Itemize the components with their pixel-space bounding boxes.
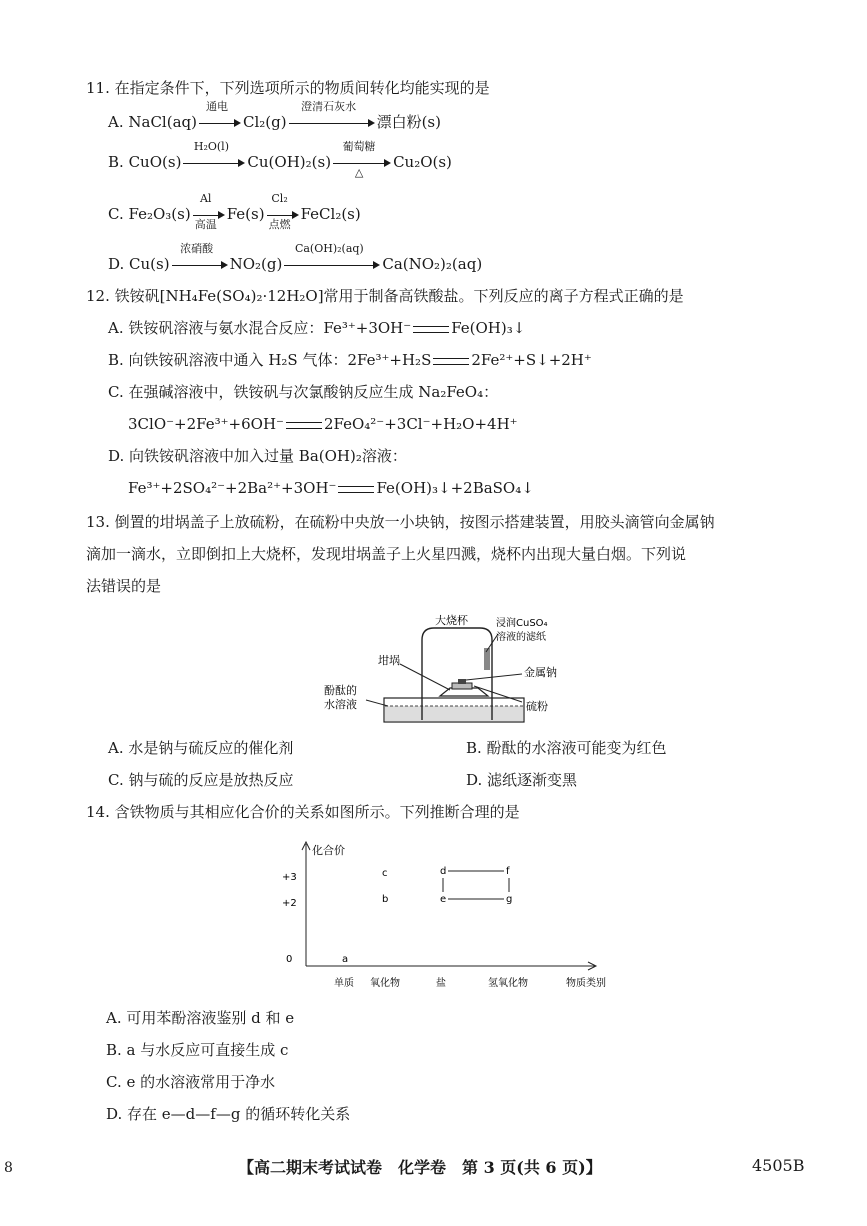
point-c: c	[382, 868, 388, 879]
x-cat-element: 单质	[334, 978, 354, 989]
q11-option-d: D. Cu(s) 浓硝酸 NO₂(g) Ca(OH)₂(aq) Ca(NO₂)₂(aq)	[108, 242, 483, 273]
solution	[385, 706, 523, 721]
q13-stem-line1: 13. 倒置的坩埚盖子上放硫粉，在硫粉中央放一小块钠，按图示搭建装置，用胶头滴管向金属钠	[86, 513, 715, 531]
equals-sign	[338, 486, 374, 493]
label-crucible: 坩埚	[378, 654, 400, 667]
equals-sign	[286, 422, 322, 429]
equals-sign	[413, 326, 449, 333]
reaction-arrow: 葡萄糖 △	[333, 153, 391, 173]
y-axis-label: 化合价	[312, 844, 345, 857]
q14-option-a: A. 可用苯酚溶液鉴别 d 和 e	[106, 1009, 295, 1027]
reaction-arrow: 通电	[199, 113, 241, 133]
q13-stem-line2: 滴加一滴水，立即倒扣上大烧杯，发现坩埚盖子上火星四溅，烧杯内出现大量白烟。下列说	[86, 545, 687, 563]
q11-option-a: A. NaCl(aq) 通电 Cl₂(g) 澄清石灰水 漂白粉(s)	[108, 100, 441, 131]
point-f: f	[506, 866, 510, 877]
q12-option-c-equation: 3ClO⁻+2Fe³⁺+6OH⁻ 2FeO₄²⁻+3Cl⁻+H₂O+4H⁺	[128, 415, 518, 433]
x-axis-label: 物质类别	[566, 978, 606, 989]
reaction-arrow: 澄清石灰水	[289, 113, 375, 133]
q12-option-a: A. 铁铵矾溶液与氨水混合反应：Fe³⁺+3OH⁻ Fe(OH)₃↓	[108, 319, 526, 337]
reaction-arrow: Al 高温	[193, 205, 225, 225]
q12-option-b: B. 向铁铵矾溶液中通入 H₂S 气体：2Fe³⁺+H₂S 2Fe²⁺+S↓+2H⁺	[108, 351, 592, 369]
valence-chart	[276, 836, 626, 998]
equals-sign	[433, 358, 469, 365]
reaction-arrow: Ca(OH)₂(aq)	[284, 255, 380, 275]
apparatus-figure	[300, 612, 580, 734]
point-e: e	[440, 894, 447, 905]
label-phenol: 酚酞的	[324, 684, 357, 697]
x-cat-oxide: 氧化物	[370, 978, 400, 989]
page-edge-mark: 8	[4, 1160, 13, 1176]
label-paper: 浸润CuSO₄	[496, 618, 548, 629]
label-beaker: 大烧杯	[435, 614, 468, 627]
point-a: a	[342, 954, 349, 965]
reaction-arrow: Cl₂ 点燃	[267, 205, 299, 225]
q12-stem: 12. 铁铵矾[NH₄Fe(SO₄)₂·12H₂O]常用于制备高铁酸盐。下列反应的离子方程式正确的是	[86, 287, 684, 305]
point-b: b	[382, 894, 389, 905]
q13-option-a: A. 水是钠与硫反应的催化剂	[108, 739, 294, 757]
q13-option-b: B. 酚酞的水溶液可能变为红色	[466, 739, 667, 757]
q12-option-c: C. 在强碱溶液中，铁铵矾与次氯酸钠反应生成 Na₂FeO₄：	[108, 383, 499, 401]
q11-stem: 11. 在指定条件下，下列选项所示的物质间转化均能实现的是	[86, 79, 490, 97]
y-tick-plus2: +2	[282, 898, 297, 909]
label-sodium: 金属钠	[524, 666, 557, 679]
reaction-arrow: H₂O(l)	[183, 153, 245, 173]
exam-code: 4505B	[752, 1156, 805, 1175]
q14-stem: 14. 含铁物质与其相应化合价的关系如图所示。下列推断合理的是	[86, 803, 520, 821]
q12-option-d-equation: Fe³⁺+2SO₄²⁻+2Ba²⁺+3OH⁻ Fe(OH)₃↓+2BaSO₄↓	[128, 479, 534, 497]
q13-option-d: D. 滤纸逐渐变黑	[466, 771, 578, 789]
q11-option-c: C. Fe₂O₃(s) Al 高温 Fe(s) Cl₂ 点燃 FeCl₂(s)	[108, 192, 361, 231]
x-cat-hydroxide: 氢氧化物	[488, 978, 528, 989]
reaction-arrow: 浓硝酸	[172, 255, 228, 275]
point-d: d	[440, 866, 447, 877]
point-g: g	[506, 894, 513, 905]
q14-option-c: C. e 的水溶液常用于净水	[106, 1073, 276, 1091]
q12-option-d: D. 向铁铵矾溶液中加入过量 Ba(OH)₂溶液：	[108, 447, 407, 465]
label-phenol2: 水溶液	[324, 698, 357, 711]
q13-stem-line3: 法错误的是	[86, 577, 162, 595]
label-sulfur: 硫粉	[526, 700, 548, 713]
page-footer: 【高二期末考试试卷 化学卷 第 3 页(共 6 页)】	[238, 1158, 602, 1177]
label-paper2: 溶液的滤纸	[496, 632, 546, 643]
q14-option-d: D. 存在 e—d—f—g 的循环转化关系	[106, 1105, 351, 1123]
sodium-piece	[458, 679, 466, 684]
y-tick-zero: 0	[286, 954, 293, 965]
q14-option-b: B. a 与水反应可直接生成 c	[106, 1041, 289, 1059]
x-cat-salt: 盐	[436, 978, 446, 989]
q11-option-b: B. CuO(s) H₂O(l) Cu(OH)₂(s) 葡萄糖 △ Cu₂O(s)	[108, 140, 452, 179]
q13-option-c: C. 钠与硫的反应是放热反应	[108, 771, 294, 789]
y-tick-plus3: +3	[282, 872, 297, 883]
